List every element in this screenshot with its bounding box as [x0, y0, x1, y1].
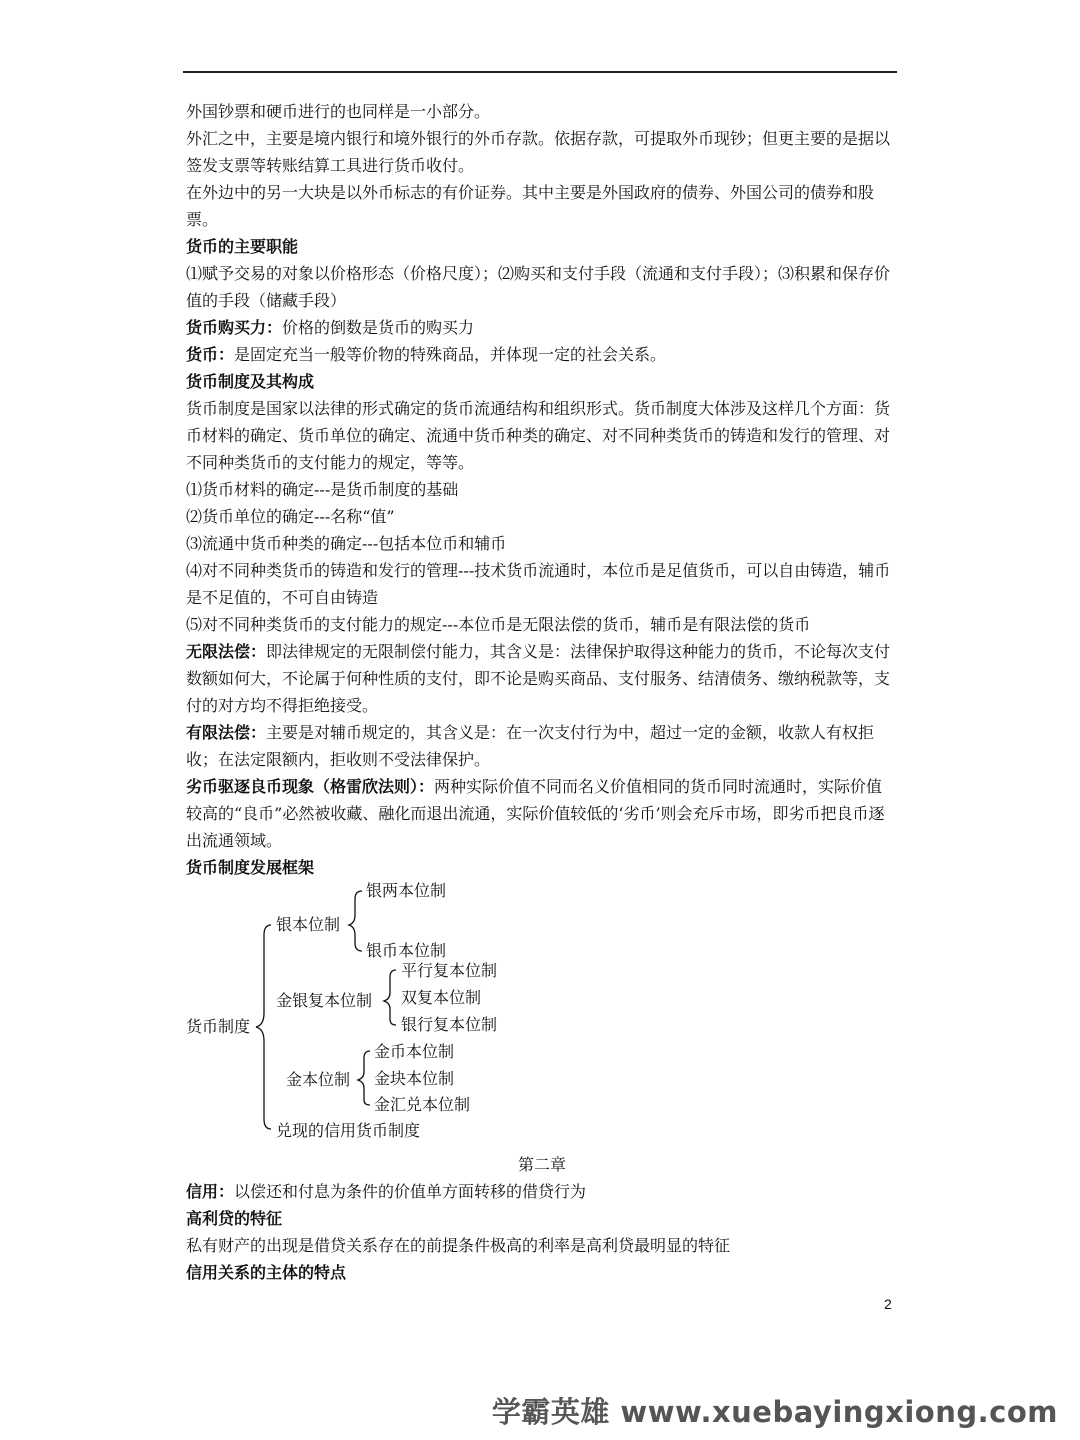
paragraph: 货币制度是国家以法律的形式确定的货币流通结构和组织形式。货币制度大体涉及这样几个方面：货币材料的确定、货币单位的确定、流通中货币种类的确定、对不同种类货币的铸造和发行的管理、对不同种类货币的支付能力的规定，等等。 — [186, 399, 891, 472]
tree-leaf: 银行复本位制 — [401, 1015, 498, 1034]
tree-leaf: 金汇兑本位制 — [374, 1095, 471, 1114]
page-content — [186, 98, 898, 1286]
tree-leaf: 金币本位制 — [374, 1042, 455, 1061]
section-heading: 货币制度及其构成 — [186, 372, 315, 391]
tree-root: 货币制度 — [186, 1017, 251, 1036]
paragraph: 私有财产的出现是借贷关系存在的前提条件极高的利率是高利贷最明显的特征 — [186, 1236, 731, 1255]
paragraph: ⑴赋予交易的对象以价格形态（价格尺度）；⑵购买和支付手段（流通和支付手段）；⑶积累和保存价值的手段（储藏手段） — [186, 264, 891, 310]
root-brace — [256, 925, 271, 1129]
paragraph: 外汇之中，主要是境内银行和境外银行的外币存款。依据存款，可提取外币现钞；但更主要的是据以签发支票等转账结算工具进行货币收付。 — [186, 129, 891, 175]
term-definition: 两种实际价值不同而名义价值相同的货币同时流通时，实际价值较高的“良币”必然被收藏、融化而退出流通，实际价值较低的‘劣币’则会充斥市场，即劣币把良币逐出流通领域。 — [186, 777, 885, 850]
tree-leaf: 双复本位制 — [401, 988, 482, 1007]
gold-brace — [358, 1051, 370, 1105]
tree-leaf: 平行复本位制 — [401, 961, 498, 980]
term: 信用： — [186, 1182, 235, 1201]
section-heading: 货币的主要职能 — [186, 237, 299, 256]
term: 货币： — [186, 345, 235, 364]
tree-node-silver-standard: 银本位制 — [276, 915, 341, 934]
term: 有限法偿： — [186, 723, 267, 742]
term-definition: 主要是对辅币规定的，其含义是：在一次支付行为中，超过一定的金额，收款人有权拒收；在法定限额内，拒收则不受法律保护。 — [186, 723, 875, 769]
term-definition: 价格的倒数是货币的购买力 — [282, 318, 475, 337]
monetary-system-tree — [186, 881, 898, 1151]
silver-brace — [349, 891, 362, 951]
definition — [186, 1178, 898, 1205]
definition — [186, 719, 898, 773]
list-item: ⑶流通中货币种类的确定---包括本位币和辅币 — [186, 534, 507, 553]
term-definition: 以偿还和付息为条件的价值单方面转移的借贷行为 — [234, 1182, 587, 1201]
term-definition: 即法律规定的无限制偿付能力，其含义是：法律保护取得这种能力的货币，不论每次支付数额如何大，不论属于何种性质的支付，即不论是购买商品、支付服务、结清债务、缴纳税款等，支付的对方均不得拒绝接受。 — [186, 642, 891, 715]
paragraph: 在外边中的另一大块是以外币标志的有价证券。其中主要是外国政府的债券、外国公司的债券和股票。 — [186, 183, 875, 229]
section-heading: 信用关系的主体的特点 — [186, 1263, 347, 1282]
term: 无限法偿： — [186, 642, 267, 661]
list-item: ⑷对不同种类货币的铸造和发行的管理---技术货币流通时，本位币是足值货币，可以自由铸造，辅币是不足值的，不可自由铸造 — [186, 561, 891, 607]
term: 货币购买力： — [186, 318, 283, 337]
definition — [186, 314, 898, 341]
paragraph: 外国钞票和硬币进行的也同样是一小部分。 — [186, 102, 491, 121]
chapter-title: 第二章 — [517, 1155, 566, 1174]
definition — [186, 341, 898, 368]
tree-leaf: 银两本位制 — [366, 881, 447, 900]
tree-node-bimetallic: 金银复本位制 — [276, 991, 373, 1010]
term-definition: 是固定充当一般等价物的特殊商品，并体现一定的社会关系。 — [234, 345, 667, 364]
definition — [186, 773, 898, 854]
tree-leaf: 银币本位制 — [366, 941, 447, 960]
term: 劣币驱逐良币现象（格雷欣法则）： — [186, 777, 435, 796]
tree-node-credit-money: 兑现的信用货币制度 — [276, 1121, 421, 1140]
tree-leaf: 金块本位制 — [374, 1069, 455, 1088]
bimetal-brace — [384, 970, 396, 1025]
list-item: ⑵货币单位的确定---名称“值” — [186, 507, 395, 526]
tree-node-gold-standard: 金本位制 — [286, 1070, 351, 1089]
definition — [186, 638, 898, 719]
list-item: ⑸对不同种类货币的支付能力的规定---本位币是无限法偿的货币，辅币是有限法偿的货币 — [186, 615, 811, 634]
section-heading: 高利贷的特征 — [186, 1209, 283, 1228]
page-number: 2 — [884, 1296, 892, 1312]
site-watermark: 学霸英雄 www.xuebayingxiong.com — [491, 1395, 1058, 1429]
header-rule — [183, 71, 897, 73]
list-item: ⑴货币材料的确定---是货币制度的基础 — [186, 480, 459, 499]
section-heading: 货币制度发展框架 — [186, 858, 315, 877]
